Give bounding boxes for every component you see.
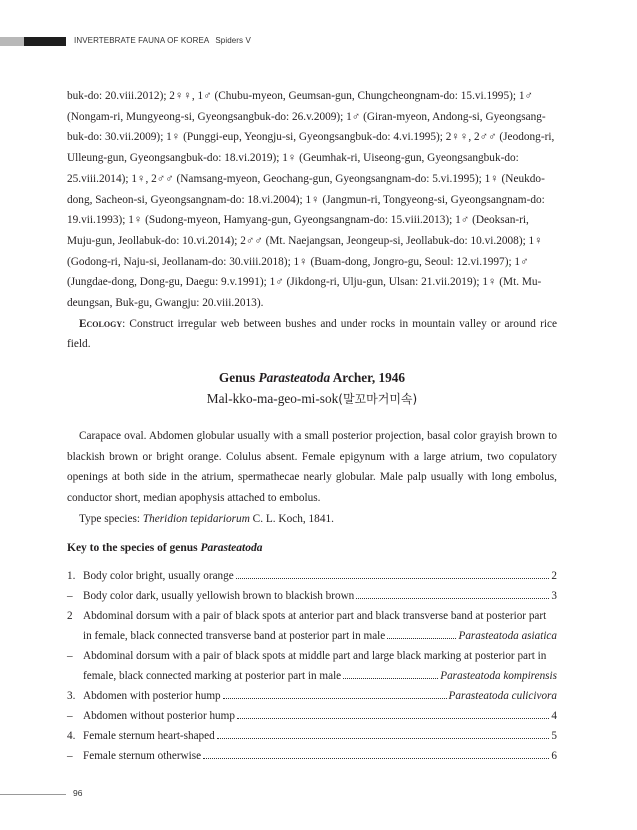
key-heading-genus: Parasteatoda bbox=[200, 542, 263, 554]
ecology-paragraph bbox=[67, 314, 557, 355]
genus-author: Archer, 1946 bbox=[330, 370, 406, 385]
running-header bbox=[74, 36, 251, 45]
genus-romanized: Mal-kko-ma-geo-mi-sok bbox=[206, 391, 339, 406]
key-text: female, black connected marking at posterior part in male bbox=[83, 670, 342, 682]
key-result: Parasteatoda kompirensis bbox=[440, 670, 557, 682]
key-text: Abdomen with posterior hump bbox=[83, 690, 221, 702]
key-couplet-3b bbox=[67, 706, 557, 726]
record-line: dong, Sacheon-si, Gyeongsangnam-do: 18.vi.2004); 1♀ (Jangmun-ri, Tongyeong-si, Gyeongsangnam-do: bbox=[67, 193, 545, 206]
key-text: Female sternum otherwise bbox=[83, 750, 202, 762]
key-couplet-2a bbox=[67, 606, 557, 626]
leader-dots bbox=[237, 718, 549, 719]
ecology-text: : Construct irregular web between bushes and under rocks in mountain valley or around rice field. bbox=[67, 317, 557, 351]
key-text: Abdomen without posterior hump bbox=[83, 710, 235, 722]
record-line: buk-do: 30.vii.2009); 1♀ (Punggi-eup, Yeongju-si, Gyeongsangbuk-do: 4.vi.1995); 2♀♀, 2♂♂ (Jeodong-ri, bbox=[67, 131, 555, 144]
record-line: Ulleung-gun, Gyeongsangbuk-do: 18.vi.2019); 1♀ (Geumhak-ri, Uiseong-gun, Gyeongsangbuk-do: bbox=[67, 152, 519, 165]
key-number: 2 bbox=[67, 610, 73, 622]
header-bar-dark bbox=[24, 37, 66, 46]
volume-title: Spiders V bbox=[215, 36, 251, 45]
key-result: 6 bbox=[551, 750, 557, 762]
leader-dots bbox=[343, 678, 438, 679]
record-line: 19.vii.1993); 1♀ (Sudong-myeon, Hamyang-gun, Gyeongsangnam-do: 15.viii.2013); 1♂ (Deoksan-ri, bbox=[67, 214, 529, 227]
type-species-paragraph bbox=[67, 509, 557, 530]
key-text: Abdominal dorsum with a pair of black spots at middle part and large black marking at posterior part in bbox=[83, 650, 547, 662]
footer-rule bbox=[0, 794, 66, 795]
type-species-author: C. L. Koch, 1841. bbox=[249, 512, 334, 525]
key-result: 5 bbox=[551, 730, 557, 742]
key-text: Body color dark, usually yellowish brown to blackish brown bbox=[83, 590, 355, 602]
page-number: 96 bbox=[73, 788, 83, 798]
leader-dots bbox=[236, 578, 550, 579]
key-result: Parasteatoda culicivora bbox=[448, 690, 557, 702]
key-number: 1. bbox=[67, 570, 76, 582]
genus-hangul: (말꼬마거미속) bbox=[338, 392, 418, 406]
key-result: 2 bbox=[551, 570, 557, 582]
record-line: (Jungdae-dong, Dong-gu, Daegu: 9.v.1991); 1♂ (Jikdong-ri, Ulju-gun, Ulsan: 21.vii.2019); 1♀ (Mt. Mu- bbox=[67, 276, 542, 289]
key-number: – bbox=[67, 650, 73, 662]
records-section bbox=[67, 86, 557, 355]
key-number: 4. bbox=[67, 730, 76, 742]
key-couplet-3a bbox=[67, 686, 557, 706]
key-couplet-2b-cont bbox=[67, 666, 557, 686]
key-text: Body color bright, usually orange bbox=[83, 570, 234, 582]
key-number: – bbox=[67, 710, 73, 722]
leader-dots bbox=[223, 698, 447, 699]
key-couplet-2b bbox=[67, 646, 557, 666]
genus-korean-name bbox=[67, 390, 557, 407]
record-line: (Nongam-ri, Mungyeong-si, Gyeongsangbuk-do: 26.v.2009); 1♂ (Giran-myeon, Andong-si, Gyeongsang- bbox=[67, 110, 546, 123]
key-couplet-4a bbox=[67, 726, 557, 746]
key-number: – bbox=[67, 750, 73, 762]
leader-dots bbox=[203, 758, 549, 759]
type-species-label: Type species: bbox=[79, 512, 143, 525]
key-result: 3 bbox=[551, 590, 557, 602]
record-line: 25.viii.2014); 1♀, 2♂♂ (Namsang-myeon, Geochang-gun, Gyeongsangnam-do: 5.vi.1995); 1♀ (Neukdo- bbox=[67, 172, 545, 185]
description-paragraph: Carapace oval. Abdomen globular usually with a small posterior projection, basal color grayish brown to blackish brown or bright orange. Colulus absent. Female epigynum with a large atrium, two copulatory openings at both side in the atrium, spermathecae nearly globular. Male palp usually with long embolus, conductor short, median apophysis attached to embolus. bbox=[67, 430, 557, 505]
record-line: buk-do: 20.viii.2012); 2♀♀, 1♂ (Chubu-myeon, Geumsan-gun, Chungcheongnam-do: 15.vi.1995); 1♂ bbox=[67, 90, 533, 102]
key-result: Parasteatoda asiatica bbox=[458, 630, 557, 642]
record-line: deungsan, Buk-gu, Gwangju: 20.viii.2013). bbox=[67, 297, 264, 310]
type-species-name: Theridion tepidariorum bbox=[142, 512, 250, 525]
record-line: (Godong-ri, Naju-si, Jeollanam-do: 30.viii.2018); 1♀ (Buam-dong, Jongro-gu, Seoul: 12.vi.1997); 1♂ bbox=[67, 255, 529, 268]
genus-prefix: Genus bbox=[218, 370, 259, 385]
running-title: INVERTEBRATE FAUNA OF KOREA bbox=[74, 36, 210, 45]
genus-title bbox=[67, 370, 557, 386]
record-line: Muju-gun, Jeollabuk-do: 10.vi.2014); 2♂♂ (Mt. Naejangsan, Jeongeup-si, Jeollabuk-do: 10.vi.2008); 1♀ bbox=[67, 234, 543, 247]
key-heading-prefix: Key to the species of genus bbox=[67, 542, 201, 554]
ecology-label: Ecology bbox=[79, 317, 123, 330]
key-result: 4 bbox=[551, 710, 557, 722]
key-text: Female sternum heart-shaped bbox=[83, 730, 215, 742]
leader-dots bbox=[217, 738, 550, 739]
genus-name: Parasteatoda bbox=[258, 370, 331, 385]
leader-dots bbox=[387, 638, 456, 639]
key-couplet-2a-cont bbox=[67, 626, 557, 646]
header-bar-light bbox=[0, 37, 24, 46]
identification-key bbox=[67, 566, 557, 766]
genus-description bbox=[67, 426, 557, 530]
key-text: Abdominal dorsum with a pair of black spots at anterior part and black transverse band at posterior part bbox=[83, 610, 547, 622]
key-number: – bbox=[67, 590, 73, 602]
key-text: in female, black connected transverse band at posterior part in male bbox=[83, 630, 386, 642]
key-couplet-4b bbox=[67, 746, 557, 766]
key-number: 3. bbox=[67, 690, 76, 702]
leader-dots bbox=[356, 598, 549, 599]
records-block bbox=[67, 86, 557, 314]
key-couplet-1b bbox=[67, 586, 557, 606]
key-couplet-1a bbox=[67, 566, 557, 586]
key-heading bbox=[67, 542, 263, 554]
